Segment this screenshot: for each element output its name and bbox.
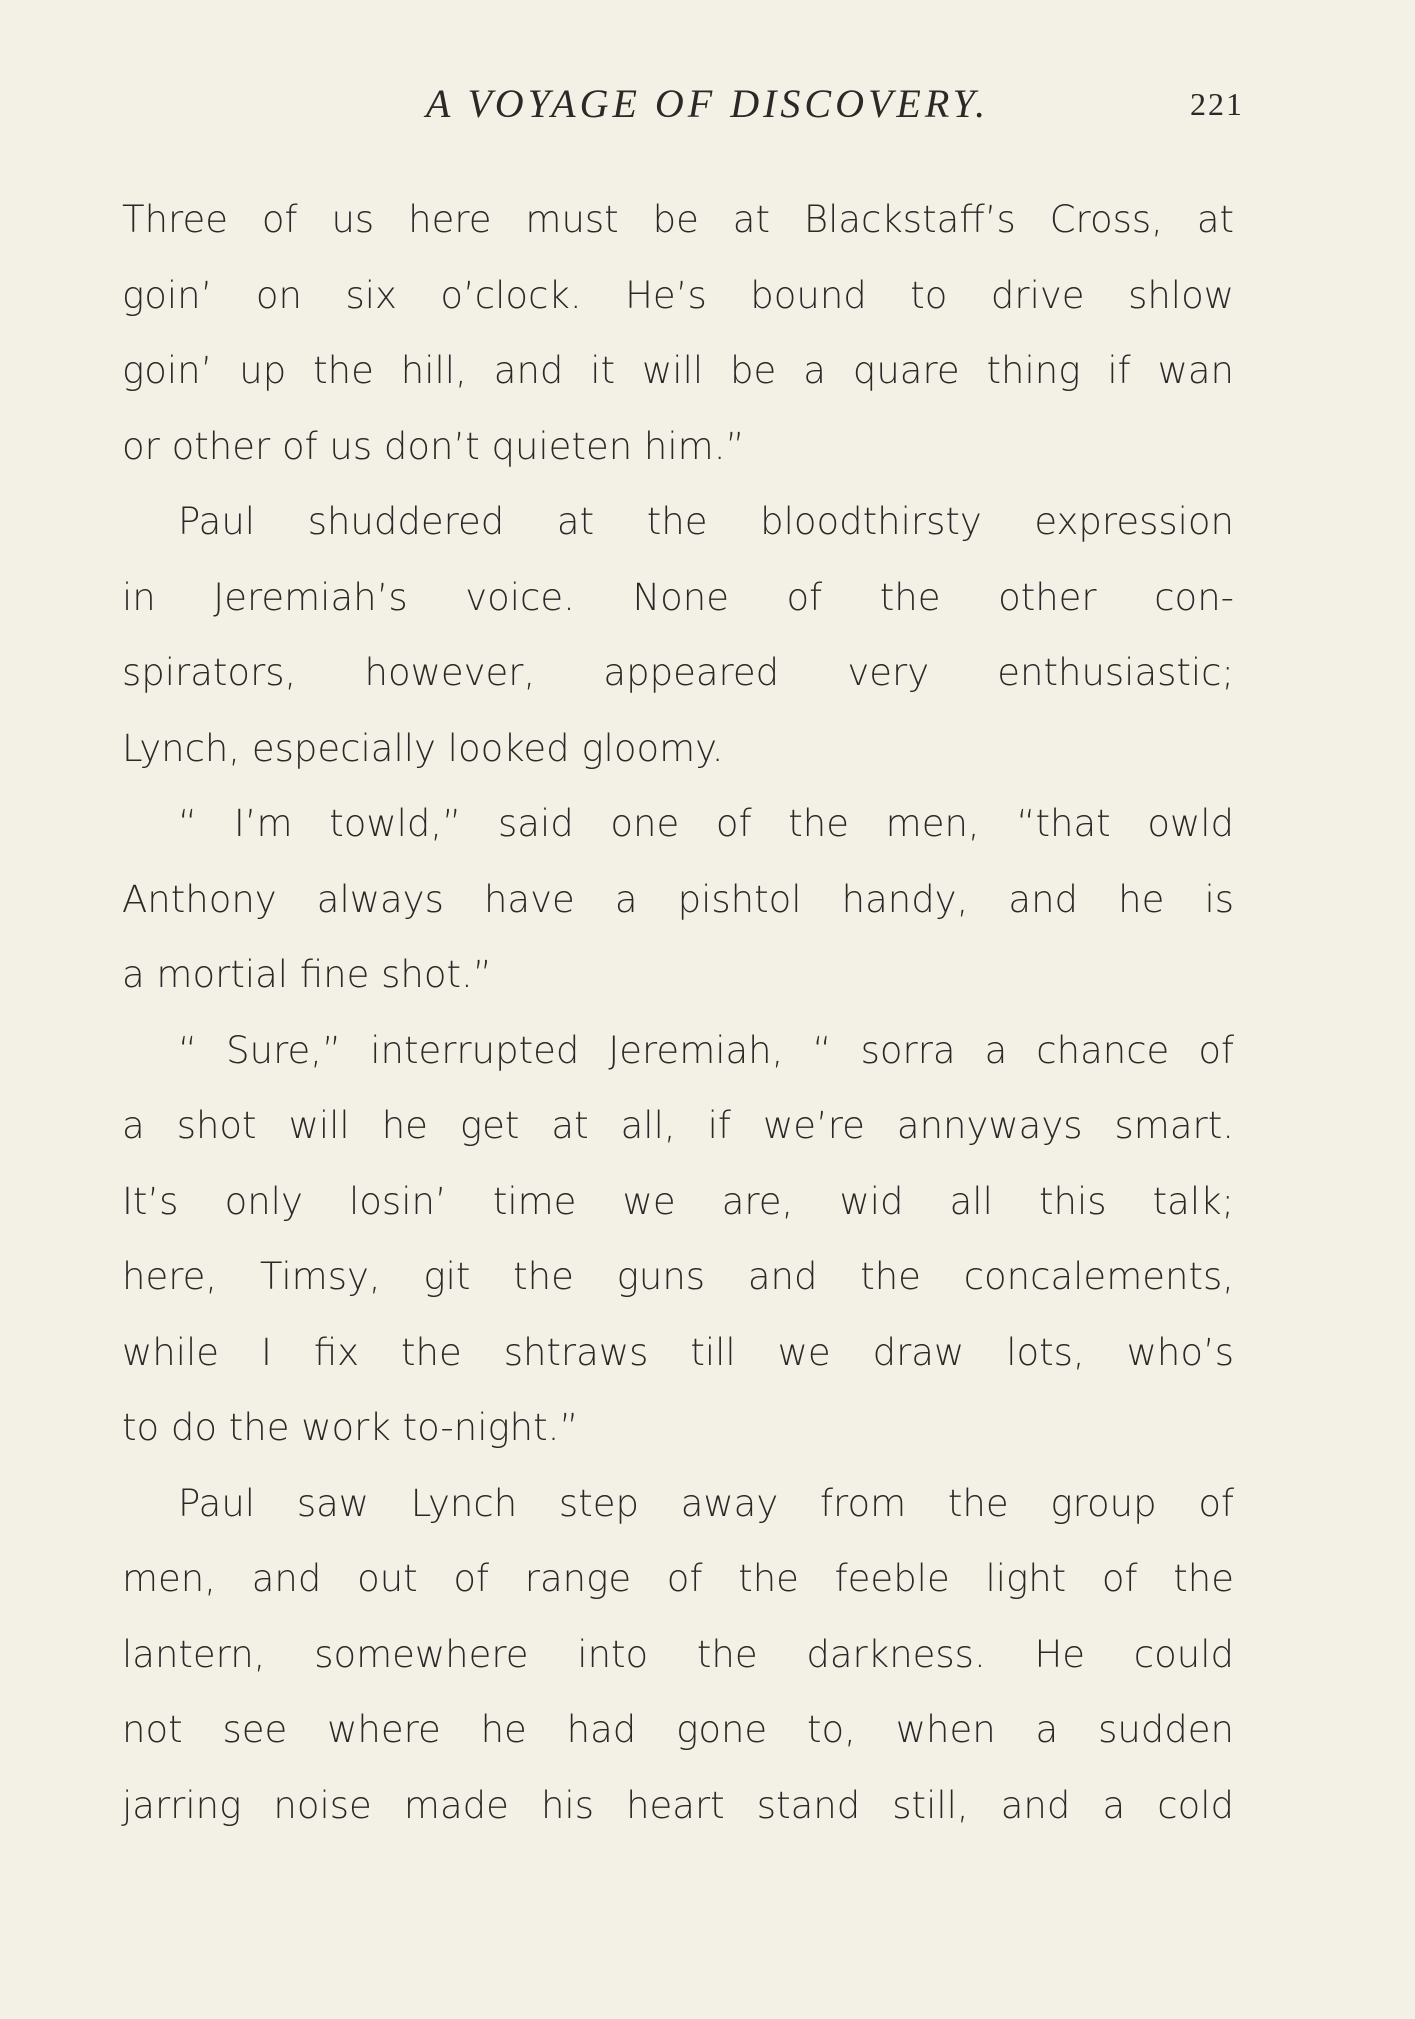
text-line: Paul saw Lynch step away from the group of <box>178 1481 1234 1525</box>
page-number: 221 <box>1190 86 1244 122</box>
text-line: men, and out of range of the feeble light of the <box>122 1557 1234 1600</box>
paragraph <box>122 1466 1234 1844</box>
text-line: a shot will he get at all, if we’re annyways smart. <box>122 1104 1234 1147</box>
text-line: Paul shuddered at the bloodthirsty expression <box>178 500 1234 543</box>
text-line: or other of us don’t quieten him.” <box>122 424 745 468</box>
text-line: goin’ up the hill, and it will be a quare thing if wan <box>122 349 1234 392</box>
text-line: while I fix the shtraws till we draw lots, who’s <box>122 1330 1234 1374</box>
paragraph <box>122 484 1234 786</box>
text-line: to do the work to-night.” <box>122 1406 579 1449</box>
text-line: Anthony always have a pishtol handy, and he is <box>122 877 1234 921</box>
page-header <box>0 80 1415 140</box>
paragraph <box>122 1013 1234 1466</box>
text-line: “ Sure,” interrupted Jeremiah, “ sorra a chance of <box>178 1028 1234 1072</box>
text-line: spirators, however, appeared very enthusiastic; <box>122 651 1234 694</box>
body-text <box>122 182 1234 1843</box>
running-title: A VOYAGE OF DISCOVERY. <box>425 81 990 126</box>
text-line: “ I’m towld,” said one of the men, “that owld <box>178 802 1234 845</box>
text-line: in Jeremiah’s voice. None of the other con- <box>122 575 1234 619</box>
text-line: It’s only losin’ time we are, wid all this talk; <box>122 1179 1234 1223</box>
text-line: goin’ on six o’clock. He’s bound to drive shlow <box>122 273 1234 317</box>
text-line: a mortial fine shot.” <box>122 953 492 996</box>
paragraph <box>122 786 1234 1013</box>
text-line: Lynch, especially looked gloomy. <box>122 726 724 770</box>
text-line: lantern, somewhere into the darkness. He could <box>122 1632 1234 1676</box>
paragraph <box>122 182 1234 484</box>
text-line: not see where he had gone to, when a sudden <box>122 1708 1234 1751</box>
text-line: here, Timsy, git the guns and the concalements, <box>122 1255 1234 1298</box>
text-line: Three of us here must be at Blackstaff’s Cross, at <box>122 198 1234 241</box>
text-line: jarring noise made his heart stand still, and a cold <box>122 1783 1234 1827</box>
